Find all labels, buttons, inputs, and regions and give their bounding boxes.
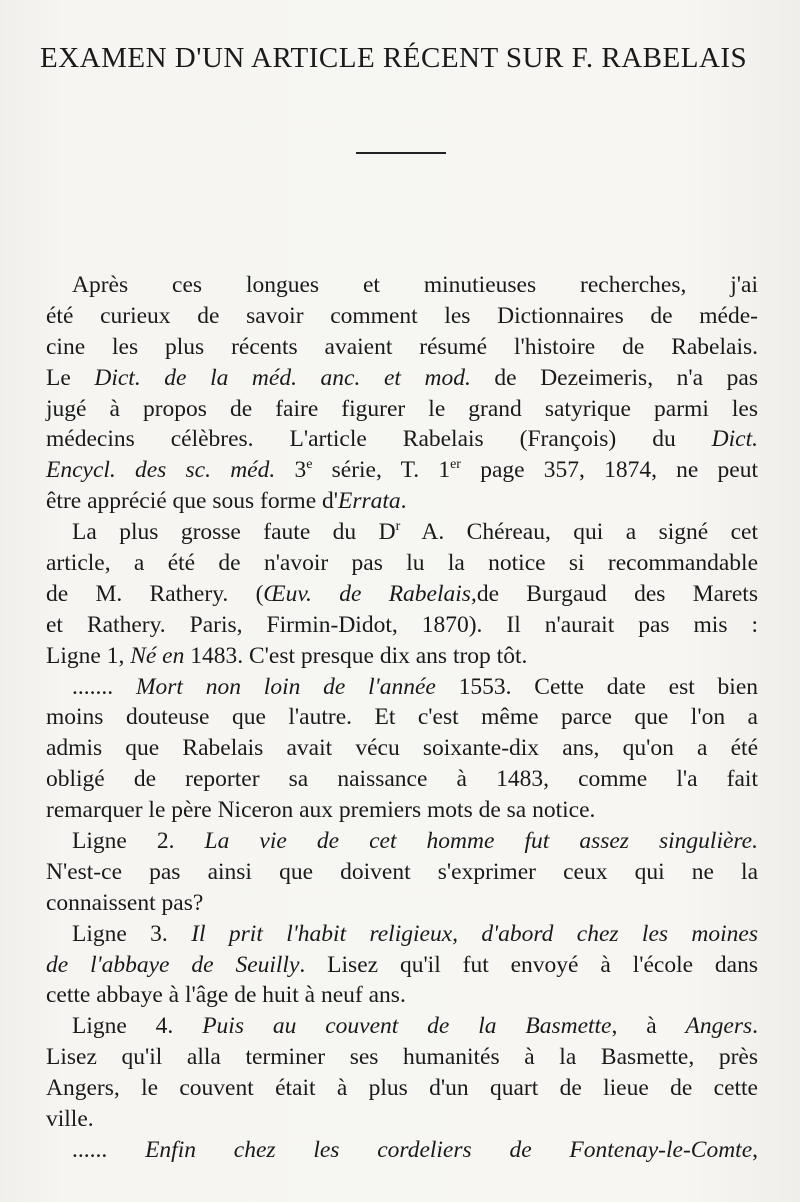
text-line <box>46 980 758 1011</box>
text-segment: et Rathery. Paris, Firmin-Didot, 1870). Il n'aurait pas mis : <box>46 611 758 638</box>
text-segment: N'est-ce pas ainsi que doivent s'exprimer ceux qui ne la <box>46 858 758 885</box>
text-line <box>46 424 758 455</box>
text-line <box>46 548 758 579</box>
text-segment: Ligne 3. <box>72 920 192 947</box>
italic-text: Œuv. de Rabelais, <box>263 580 477 607</box>
text-segment: ...... <box>72 1136 146 1163</box>
article-body <box>46 270 758 1166</box>
italic-text: Puis au couvent de la Basmette <box>202 1013 612 1040</box>
text-line <box>46 1073 758 1104</box>
italic-text: Dict. <box>711 426 758 453</box>
text-segment: 1483. C'est presque dix ans trop tôt. <box>184 642 528 669</box>
text-segment: . Lisez qu'il fut envoyé à l'école dans <box>299 951 758 978</box>
text-segment: ville. <box>46 1106 94 1133</box>
text-segment: connaissent pas? <box>46 889 204 916</box>
text-segment: 1553. Cette date est bien <box>435 673 759 700</box>
text-segment: 3 <box>275 457 307 484</box>
text-segment: obligé de reporter sa naissance à 1483, comme l'a fait <box>46 766 758 793</box>
text-segment: page 357, 1874, ne peut <box>460 457 759 484</box>
text-line <box>46 517 758 548</box>
text-segment: , à <box>611 1013 686 1040</box>
superscript: er <box>450 457 461 473</box>
text-segment: cine les plus récents avaient résumé l'histoire de Rabelais. <box>46 333 758 360</box>
text-line <box>46 270 758 301</box>
text-segment: jugé à propos de faire figurer le grand satyrique parmi les <box>46 395 758 422</box>
text-line <box>46 702 758 733</box>
superscript: r <box>395 519 401 535</box>
superscript: e <box>306 457 313 473</box>
italic-text: Errata <box>337 488 401 515</box>
text-segment: A. Chéreau, qui a signé cet <box>400 519 759 546</box>
text-line <box>46 826 758 857</box>
text-segment: Ligne 2. <box>72 828 205 855</box>
text-segment: de Burgaud des Marets <box>476 580 758 607</box>
italic-text: Mort non loin de l'année <box>135 673 436 700</box>
text-segment: de Dezeimeris, n'a pas <box>470 364 758 391</box>
italic-text: Angers <box>685 1013 753 1040</box>
text-segment: Ligne 4. <box>72 1013 203 1040</box>
text-line <box>46 672 758 703</box>
italic-text: Encycl. des sc. méd. <box>46 457 276 484</box>
italic-text: La vie de cet homme fut assez singulière. <box>204 828 758 855</box>
text-segment: série, T. 1 <box>312 457 451 484</box>
text-line <box>46 733 758 764</box>
text-line <box>46 332 758 363</box>
text-line <box>46 795 758 826</box>
text-line <box>46 579 758 610</box>
text-line <box>46 394 758 425</box>
text-line <box>46 950 758 981</box>
text-line <box>46 1011 758 1042</box>
text-segment: été curieux de savoir comment les Dictionnaires de méde- <box>46 302 758 329</box>
text-segment: La plus grosse faute du D <box>72 519 396 546</box>
text-line <box>46 857 758 888</box>
text-segment: remarquer le père Niceron aux premiers mots de sa notice. <box>46 797 596 824</box>
text-segment: ....... <box>72 673 136 700</box>
italic-text: Enfin chez les cordeliers de Fontenay-le-Comte <box>145 1136 753 1163</box>
text-line <box>46 1104 758 1135</box>
text-segment: être apprécié que sous forme d' <box>46 488 338 515</box>
text-segment: moins douteuse que l'autre. Et c'est même parce que l'on a <box>46 704 758 731</box>
article-title: EXAMEN D'UN ARTICLE RÉCENT SUR F. RABELAIS <box>40 42 748 74</box>
text-segment: cette abbaye à l'âge de huit à neuf ans. <box>46 982 406 1009</box>
italic-text: de l'abbaye de Seuilly <box>46 951 300 978</box>
text-segment: Angers, le couvent était à plus d'un quart de lieue de cette <box>46 1075 758 1102</box>
italic-text: Né en <box>130 642 185 669</box>
text-segment: de M. Rathery. ( <box>46 580 264 607</box>
text-segment: . <box>752 1013 758 1040</box>
text-segment: Le <box>46 364 95 391</box>
text-line <box>46 455 758 486</box>
text-line <box>46 919 758 950</box>
text-line <box>46 301 758 332</box>
italic-text: Il prit l'habit religieux, d'abord chez les moines <box>191 920 758 947</box>
text-segment: Ligne 1, <box>46 642 131 669</box>
text-line <box>46 1042 758 1073</box>
text-line <box>46 641 758 672</box>
text-line <box>46 363 758 394</box>
text-segment: . <box>400 488 407 515</box>
text-segment: médecins célèbres. L'article Rabelais (François) du <box>46 426 712 453</box>
title-separator-rule <box>356 152 446 154</box>
text-line <box>46 486 758 517</box>
text-line <box>46 610 758 641</box>
text-segment: Après ces longues et minutieuses recherches, j'ai <box>72 272 758 298</box>
text-segment: Lisez qu'il alla terminer ses humanités à la Basmette, près <box>46 1044 758 1071</box>
text-segment: , <box>752 1136 759 1163</box>
text-line <box>46 1135 758 1166</box>
text-segment: admis que Rabelais avait vécu soixante-dix ans, qu'on a été <box>46 735 758 762</box>
text-segment: article, a été de n'avoir pas lu la notice si recommandable <box>46 550 758 577</box>
text-line <box>46 888 758 919</box>
italic-text: Dict. de la méd. anc. et mod. <box>94 364 471 391</box>
text-line <box>46 764 758 795</box>
